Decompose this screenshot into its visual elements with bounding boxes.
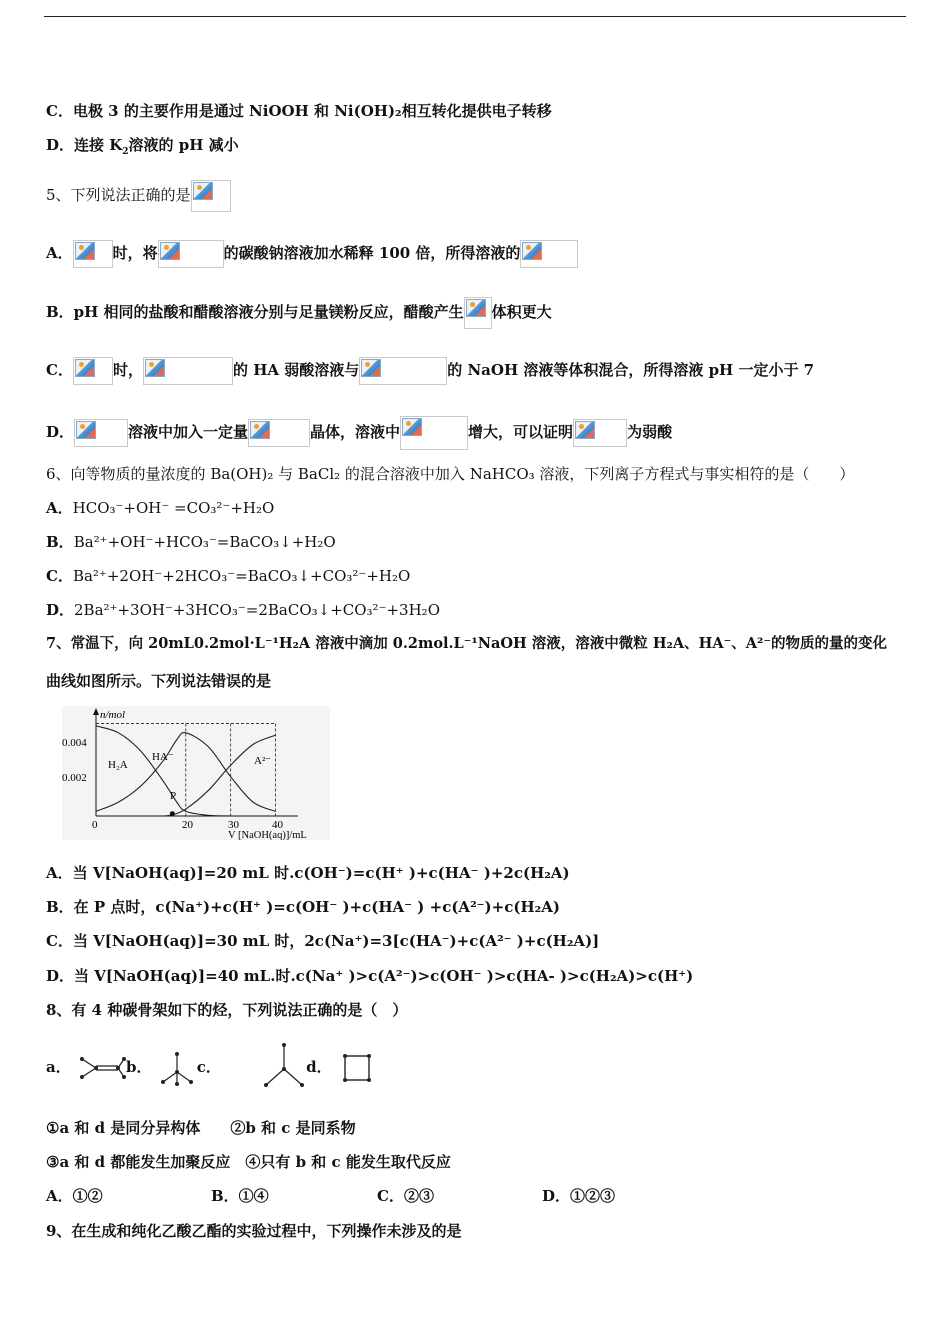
q8-option-d: D．①②③ [542, 1187, 616, 1205]
formula-image-placeholder [74, 419, 128, 447]
q7-option-c: C．当 V[NaOH(aq)]=30 mL 时，2c(Na⁺)=3[c(HA⁻)+c(A²⁻ )+c(H₂A)] [46, 932, 600, 950]
broken-image-icon [76, 421, 96, 439]
x-tick-label: 20 [182, 819, 193, 831]
q5-option-b: B．pH 相同的盐酸和醋酸溶液分别与足量镁粉反应，醋酸产生 体积更大 [46, 297, 552, 329]
series-label-ha: HA⁻ [152, 751, 174, 763]
series-label-a2: A²⁻ [254, 755, 272, 767]
q6-stem: 6、向等物质的量浓度的 Ba(OH)₂ 与 BaCl₂ 的混合溶液中加入 NaHCO₃ 溶液，下列离子方程式与事实相符的是（ ） [46, 465, 855, 483]
formula-image-placeholder [191, 180, 231, 212]
q7-option-a: A．当 V[NaOH(aq)]=20 mL 时.c(OH⁻)=c(H⁺ )+c(HA⁻ )+2c(H₂A) [46, 864, 570, 882]
broken-image-icon [75, 359, 95, 377]
header-rule [44, 16, 906, 17]
q8-stem: 8、有 4 种碳骨架如下的烃，下列说法正确的是（ ） [46, 1001, 408, 1019]
q5-option-c: C． 时， 的 HA 弱酸溶液与 的 NaOH 溶液等体积混合，所得溶液 pH 一定小于 7 [46, 357, 814, 385]
q6-option-b: B．Ba²⁺+OH⁻+HCO₃⁻=BaCO₃↓+H₂O [46, 533, 336, 551]
skeleton-a-drawing [76, 1051, 126, 1085]
formula-image-placeholder [73, 357, 113, 385]
skeleton-d-drawing [337, 1048, 377, 1088]
broken-image-icon [160, 242, 180, 260]
x-tick-label: 30 [228, 819, 239, 831]
q8-option-a: A．①② [46, 1187, 103, 1205]
broken-image-icon [575, 421, 595, 439]
broken-image-icon [145, 359, 165, 377]
q8-option-c: C．②③ [377, 1187, 434, 1205]
x-axis-label: V [NaOH(aq)]/mL [228, 830, 307, 840]
q6-option-a: A．HCO₃⁻+OH⁻ =CO₃²⁻+H₂O [46, 499, 275, 517]
q9-stem: 9、在生成和纯化乙酸乙酯的实验过程中，下列操作未涉及的是 [46, 1222, 462, 1240]
q6-option-c: C．Ba²⁺+2OH⁻+2HCO₃⁻=BaCO₃↓+CO₃²⁻+H₂O [46, 567, 411, 585]
formula-image-placeholder [400, 416, 468, 450]
formula-image-placeholder [520, 240, 578, 268]
x-tick-label: 0 [92, 819, 98, 831]
broken-image-icon [250, 421, 270, 439]
q8-statements-1: ①a 和 d 是同分异构体 ②b 和 c 是同系物 [46, 1119, 356, 1137]
skeleton-c-drawing [262, 1041, 306, 1095]
skeleton-b-drawing [157, 1048, 197, 1088]
q5-stem: 5、下列说法正确的是 [46, 180, 231, 212]
q4-option-d: D．连接 $K_2$溶液的 pH 减小 [46, 136, 239, 157]
point-p-marker [170, 811, 175, 816]
q4-option-c: C．电极 3 的主要作用是通过 NiOOH 和 Ni(OH)₂相互转化提供电子转移 [46, 102, 552, 120]
y-tick-label: 0.002 [62, 772, 87, 784]
formula-image-placeholder [573, 419, 627, 447]
broken-image-icon [361, 359, 381, 377]
broken-image-icon [522, 242, 542, 260]
q5-option-d: D． 溶液中加入一定量 晶体，溶液中 增大，可以证明 为弱酸 [46, 416, 672, 450]
q6-option-d: D．2Ba²⁺+3OH⁻+3HCO₃⁻=2BaCO₃↓+CO₃²⁻+3H₂O [46, 601, 440, 619]
series-label-h2a: H₂A [108, 759, 128, 771]
formula-image-placeholder [248, 419, 310, 447]
y-tick-label: 0.004 [62, 737, 87, 749]
broken-image-icon [466, 299, 486, 317]
x-tick-label: 40 [272, 819, 283, 831]
species-distribution-chart [62, 706, 330, 840]
q7-option-d: D．当 V[NaOH(aq)]=40 mL.时.c(Na⁺ )>c(A²⁻)>c(OH⁻ )>c(HA- )>c(H₂A)>c(H⁺) [46, 967, 694, 985]
formula-image-placeholder [143, 357, 233, 385]
chart-background [62, 706, 330, 840]
point-p-label: P [170, 790, 177, 802]
broken-image-icon [193, 182, 213, 200]
q8-statements-2: ③a 和 d 都能发生加聚反应 ④只有 b 和 c 能发生取代反应 [46, 1153, 451, 1171]
q8-option-b: B．①④ [211, 1187, 269, 1205]
q5-option-a: A． 时，将 的碳酸钠溶液加水稀释 100 倍，所得溶液的 [46, 240, 578, 268]
broken-image-icon [402, 418, 422, 436]
q7-stem-line1: 7、常温下，向 20mL0.2mol·L⁻¹H₂A 溶液中滴加 0.2mol.L⁻¹NaOH 溶液，溶液中微粒 H₂A、HA⁻、A²⁻的物质的量的变化 [46, 635, 887, 652]
formula-image-placeholder [158, 240, 224, 268]
formula-image-placeholder [73, 240, 113, 268]
broken-image-icon [75, 242, 95, 260]
q7-stem-line2: 曲线如图所示。下列说法错误的是 [46, 672, 272, 690]
y-axis-label: n/mol [100, 709, 126, 721]
formula-image-placeholder [464, 297, 492, 329]
formula-image-placeholder [359, 357, 447, 385]
q8-skeletons: a． b． c． d． [46, 1036, 377, 1098]
q7-option-b: B．在 P 点时，c(Na⁺)+c(H⁺ )=c(OH⁻ )+c(HA⁻ ) +c(A²⁻)+c(H₂A) [46, 898, 560, 916]
